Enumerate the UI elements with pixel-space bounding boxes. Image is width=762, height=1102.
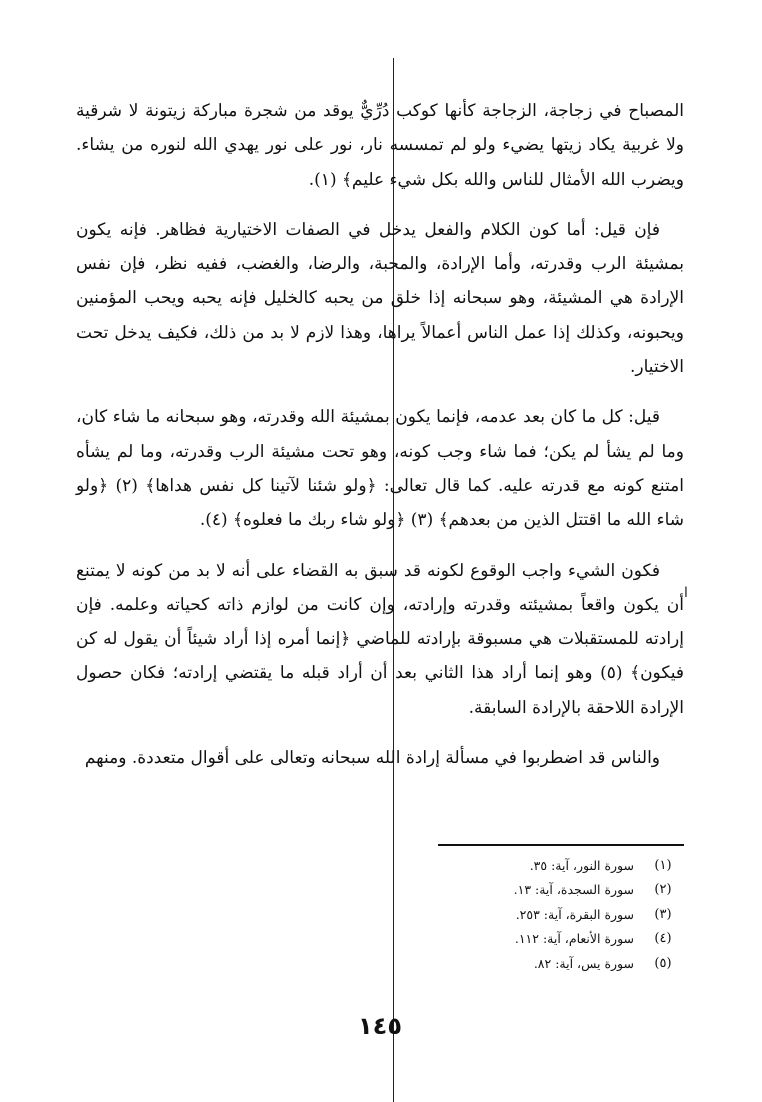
footnote-number: (١) [654,857,672,873]
footnotes [360,853,684,976]
footnote-number: (٢) [654,882,672,898]
footnote-number: (٥) [654,955,672,971]
main-text [76,94,684,791]
footnote-text: سورة يس، آية: ٨٢. [533,955,634,971]
footnote-text: سورة الأنعام، آية: ١١٢. [514,931,634,947]
footnote-4 [360,927,684,952]
footnote-5 [360,951,684,976]
footnote-text: سورة النور، آية: ٣٥. [529,857,634,873]
paragraph-4: فكون الشيء واجب الوقوع لكونه قد سبق به القضاء على أنه لا بد من كونه لا يمتنع أن يكون واقعاً بمشيئته وقدرته وإرادته، وإن كانت من لوازم ذاته كحياته وعلمه. فإن إرادته للمستقبلات هي مسبوقة بإرادته للماضي ﴿إنما أمره إذا أراد شيئاً أن يقول له كن فيكون﴾ (٥) وهو إنما أراد هذا الثاني بعد أن أراد قبله ما يقتضي إرادته؛ فكان حصول الإرادة اللاحقة بالإرادة السابقة. [76,560,684,718]
margin-mark: ا [684,585,688,601]
footnote-number: (٣) [654,906,672,922]
footnote-1 [360,853,684,878]
paragraph-2: فإن قيل: أما كون الكلام والفعل يدخل في الصفات الاختيارية فظاهر. فإنه يكون بمشيئة الرب وقدرته، وأما الإرادة، والمحبة، والرضا، والغضب، ففيه نظر، فإن نفس الإرادة هي المشيئة، وهو سبحانه إذا خلق من يحبه كالخليل فإنه يحبه ويحب المؤمنين ويحبونه، وكذلك إذا عمل الناس أعمالاً يراها، وهذا لازم لا بد من ذلك، فكيف يدخل تحت الاختيار. [76,219,684,378]
footnote-separator [438,844,684,846]
paragraph-1: المصباح في زجاجة، الزجاجة كأنها كوكب دُرِّيٌّ يوقد من شجرة مباركة زيتونة لا شرقية ولا غربية يكاد زيتها يضيء ولو لم تمسسه نار، نور على نور يهدي الله لنوره من يشاء. ويضرب الله الأمثال للناس والله بكل شيء عليم﴾ (١). [76,101,684,190]
page-number: ١٤٥ [358,1012,402,1040]
footnote-number: (٤) [654,931,672,947]
footnote-3 [360,902,684,927]
footnote-text: سورة البقرة، آية: ٢٥٣. [515,906,634,922]
footnote-text: سورة السجدة، آية: ١٣. [513,882,634,898]
footnote-2 [360,878,684,903]
paragraph-3: قيل: كل ما كان بعد عدمه، فإنما يكون بمشيئة الله وقدرته، وهو سبحانه ما شاء كان، وما لم يشأ لم يكن؛ فما شاء وجب كونه، وهو تحت مشيئة الرب وقدرته، وما لم يشأه امتنع كونه مع قدرته عليه. كما قال تعالى: ﴿ولو شئنا لآتينا كل نفس هداها﴾ (٢) ﴿ولو شاء الله ما اقتتل الذين من بعدهم﴾ (٣) ﴿ولو شاء ربك ما فعلوه﴾ (٤). [76,407,684,531]
paragraph-5: والناس قد اضطربوا في مسألة إرادة الله سبحانه وتعالى على أقوال متعددة. ومنهم [84,748,660,769]
